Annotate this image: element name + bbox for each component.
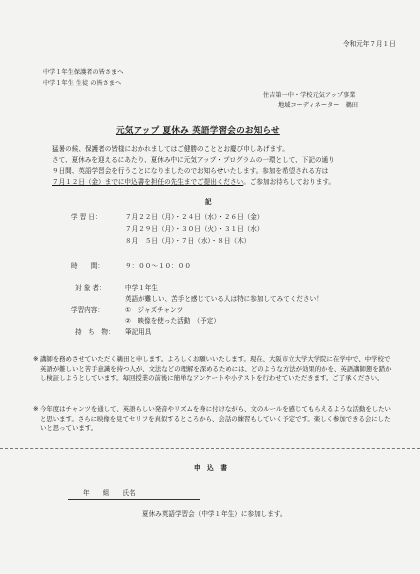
cut-line [0,448,420,449]
content-item-1: ① ジャズチャンツ [125,306,184,314]
intro-line-4 [52,178,335,187]
target-label: 対 象 者： [75,284,106,292]
intro-line-1: 猛暑の候、保護者の皆様におかれましてはご健勝のこととお慶び申しあげます。 [52,145,289,153]
intro-line-4-rest: 。ご参加お待ちしております。 [243,178,336,186]
note-1: 講師を務めさせていただく鵜田と申します。よろしくお願いいたします。現在、大阪市立大学大学院に在学中で、中学校で英語が難しいと苦手意識を持つ人が、文法などの理解を深めるためには、どのような方法が効果的かを、英語講師懇を踏かし検証しようとしています。毎回授業の前後に簡単なアンケートや小テストを行わせていただきます。ご了承ください。 [40,355,392,383]
sender-organization: 住吉第一中・学校元気アップ事業 [263,92,356,99]
deadline-text: ７月１２日（金）までに申込書を担任の先生までご提出ください [52,178,244,186]
date-row-1: ７月２２日（月）・２４日（水）・２６日（金） [125,213,264,221]
note-2: 今年度はチャンツを通して、英語らしい発音やリズムを身に付けながら、文のルールを感じてもらえるような活動をしたいと思います。さらに映像を見てセリフを真似するところから、会話の練習もしていく予定です。楽しく参加できる会にしたいと思っています。 [40,405,391,433]
form-name-row: 年 組 氏名 [83,489,136,497]
note-mark-1: ※ [33,355,39,363]
content-item-2: ② 映像を使った活動 （予定） [125,317,220,325]
form-name-underline [68,499,200,500]
date-label: 学 習 日： [71,213,102,221]
target-note: 英語が難しい、苦手と感じている人は特に参加してみてください！ [125,295,323,303]
target-value: 中学１年生 [125,284,158,292]
content-label: 学習内容： [71,306,104,314]
bring-value: 筆記用具 [125,328,152,336]
intro-line-3: ９日間、英語学習会を行うことになりましたのでお知らせいたします。参加を希望される方は [52,167,329,175]
note-mark-2: ※ [33,405,39,413]
recipient-students: 中学１年生 生徒 の皆さまへ [43,80,122,87]
recipient-parents: 中学１年生保護者の皆さまへ [43,69,124,76]
time-value: ９：００〜１０：００ [125,262,191,270]
intro-line-2: さて、夏休みを迎えるにあたり、夏休み中に元気アップ・プログラムの一環として、下記の通り [52,156,335,164]
sender-person: 地域コーディネーター 鵜田 [278,102,358,109]
page-title: 元気アップ 夏休み 英語学習会のお知らせ [116,126,280,136]
bring-label: 持 ち 物： [75,328,115,336]
date-row-3: ８月 ５日（月）・７日（水）・８日（木） [125,237,251,245]
time-label: 時 間： [71,262,104,270]
form-statement: 夏休み英語学習会（中学１年生）に参加します。 [142,510,287,518]
date-row-2: ７月２９日（月）・３０日（火）・３１日（水） [125,225,264,233]
notice-heading: 記 [205,198,212,206]
issue-date: 令和元年７月１日 [343,40,396,48]
form-title: 申 込 書 [194,464,227,472]
